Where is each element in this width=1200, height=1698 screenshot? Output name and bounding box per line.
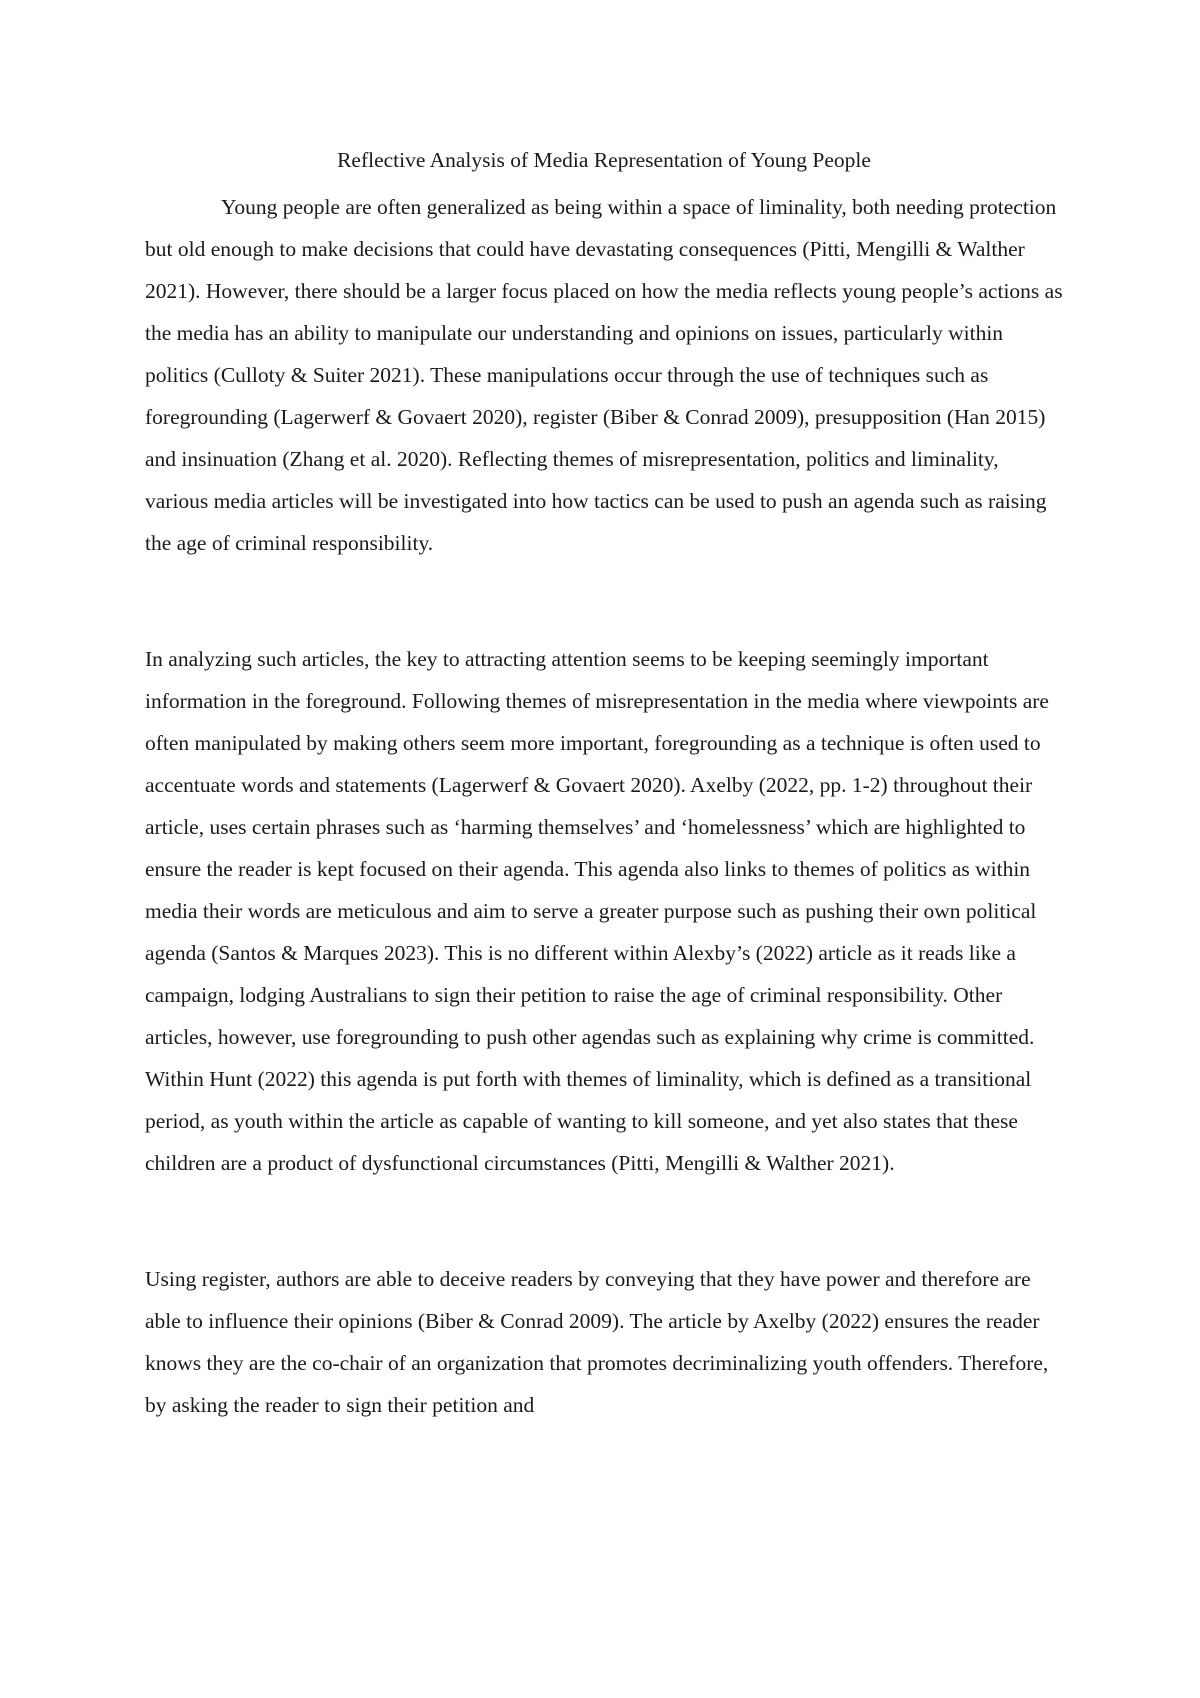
paragraph-spacer [145,564,1063,638]
document-body [145,144,1063,1426]
paragraph-register: Using register, authors are able to deceive readers by conveying that they have power and therefore are able to influence their opinions (Biber & Conrad 2009). The article by Axelby (2022) ensures the reader knows they are the co-chair of an organization that promotes decriminalizing youth offenders. Therefore, by asking the reader to sign their petition and [145,1267,1049,1417]
paragraph-spacer [145,1184,1063,1258]
paragraph-foregrounding: In analyzing such articles, the key to attracting attention seems to be keeping seemingly important information in the foreground. Following themes of misrepresentation in the media where viewpoints are often manipulated by making others seem more important, foregrounding as a technique is often used to accentuate words and statements (Lagerwerf & Govaert 2020). Axelby (2022, pp. 1-2) throughout their article, uses certain phrases such as ‘harming themselves’ and ‘homelessness’ which are highlighted to ensure the reader is kept focused on their agenda. This agenda also links to themes of politics as within media their words are meticulous and aim to serve a greater purpose such as pushing their own political agenda (Santos & Marques 2023). This is no different within Alexby’s (2022) article as it reads like a campaign, lodging Australians to sign their petition to raise the age of criminal responsibility. Other articles, however, use foregrounding to push other agendas such as explaining why crime is committed. Within Hunt (2022) this agenda is put forth with themes of liminality, which is defined as a transitional period, as youth within the article as capable of wanting to kill someone, and yet also states that these children are a product of dysfunctional circumstances (Pitti, Mengilli & Walther 2021). [145,647,1049,1175]
document-title: Reflective Analysis of Media Representation of Young People [337,148,871,172]
paragraph-introduction: Young people are often generalized as being within a space of liminality, both needing protection but old enough to make decisions that could have devastating consequences (Pitti, Mengilli & Walther 2021). However, there should be a larger focus placed on how the media reflects young people’s actions as the media has an ability to manipulate our understanding and opinions on issues, particularly within politics (Culloty & Suiter 2021). These manipulations occur through the use of techniques such as foregrounding (Lagerwerf & Govaert 2020), register (Biber & Conrad 2009), presupposition (Han 2015) and insinuation (Zhang et al. 2020). Reflecting themes of misrepresentation, politics and liminality, various media articles will be investigated into how tactics can be used to push an agenda such as raising the age of criminal responsibility. [145,195,1063,555]
